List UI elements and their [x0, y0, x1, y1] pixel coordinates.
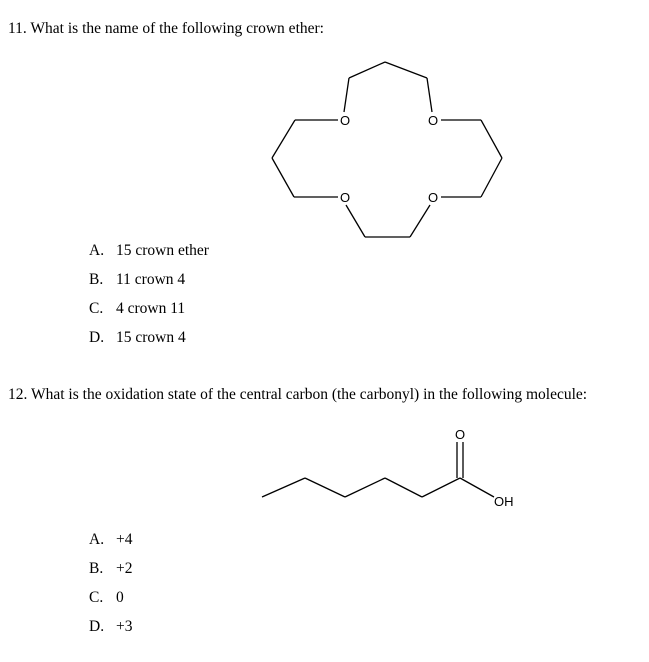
question-12-prompt [8, 386, 587, 404]
acid-hydroxyl-group: OH [494, 494, 514, 509]
question-12-option-d[interactable] [89, 618, 133, 636]
question-12-number: 12. [8, 386, 28, 403]
carboxylic-acid-structure [262, 442, 494, 497]
question-12-option-a[interactable] [89, 531, 133, 549]
question-11-option-b[interactable] [89, 271, 185, 289]
question-11-number: 11. [8, 20, 27, 37]
question-12-option-b[interactable] [89, 560, 133, 578]
option-text: 0 [116, 589, 124, 606]
option-text: +2 [116, 560, 133, 577]
question-11-text: What is the name of the following crown ether: [30, 20, 324, 37]
crown-oxygen-bottom-right: O [428, 190, 439, 205]
option-letter: C. [89, 300, 104, 317]
question-11-option-d[interactable] [89, 329, 186, 347]
option-text: 11 crown 4 [116, 271, 186, 288]
question-12-text: What is the oxidation state of the central carbon (the carbonyl) in the following molecule: [30, 386, 588, 403]
crown-oxygen-top-right: O [428, 113, 439, 128]
question-11-option-a[interactable] [89, 242, 209, 260]
crown-ether-structure [272, 62, 502, 237]
option-letter: D. [89, 618, 105, 635]
option-letter: B. [89, 560, 104, 577]
option-letter: A. [89, 242, 105, 259]
question-11-option-c[interactable] [89, 300, 185, 318]
option-text: +4 [116, 531, 133, 548]
option-text: 15 crown ether [116, 242, 209, 259]
option-letter: D. [89, 329, 105, 346]
option-text: 4 crown 11 [116, 300, 186, 317]
option-text: +3 [116, 618, 133, 635]
option-letter: A. [89, 531, 105, 548]
crown-oxygen-bottom-left: O [340, 190, 351, 205]
option-letter: B. [89, 271, 104, 288]
option-text: 15 crown 4 [116, 329, 186, 346]
crown-oxygen-top-left: O [340, 113, 351, 128]
option-letter: C. [89, 589, 104, 606]
question-12-option-c[interactable] [89, 589, 124, 607]
acid-carbonyl-oxygen: O [455, 427, 466, 442]
